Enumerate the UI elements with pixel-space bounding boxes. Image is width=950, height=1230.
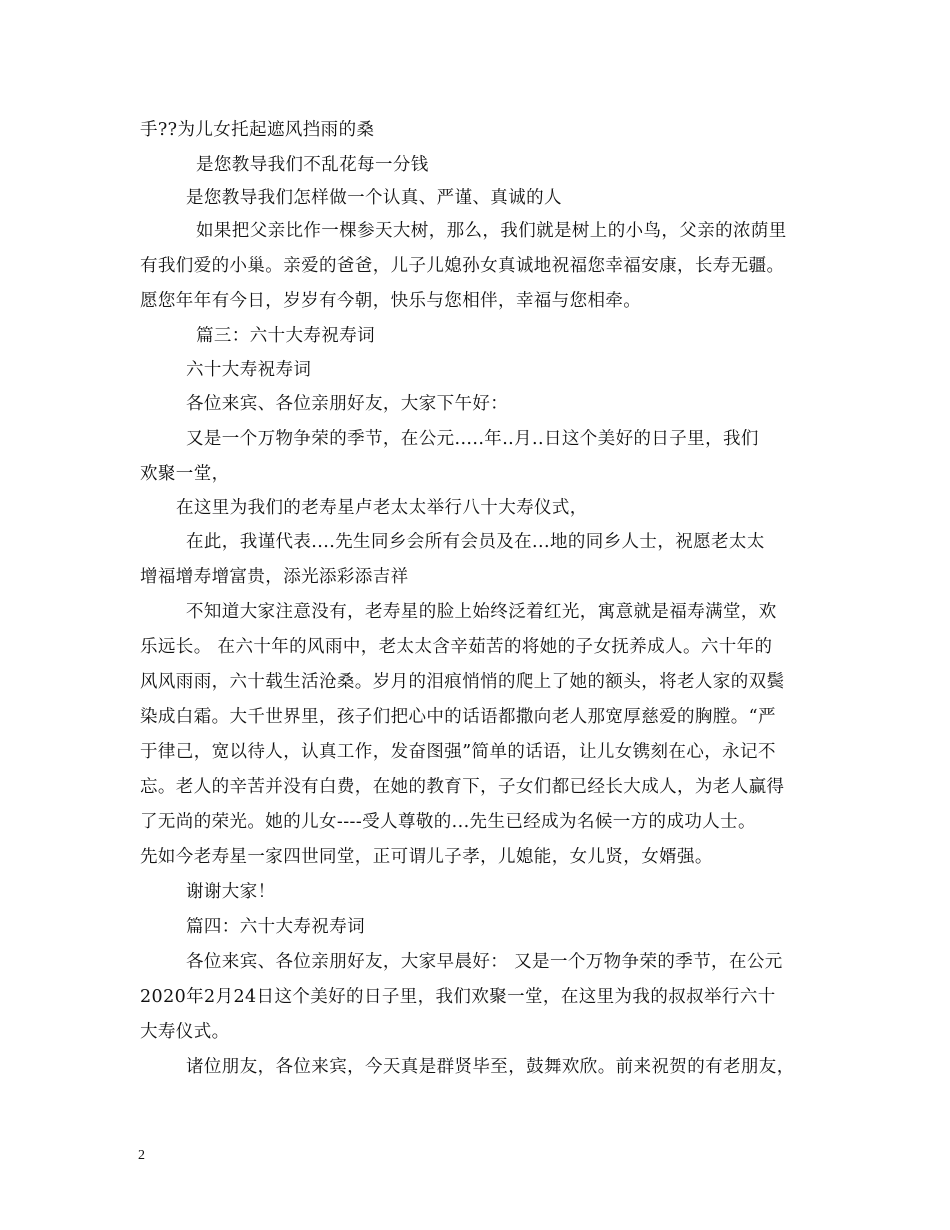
text-line: 又是一个万物争荣的季节，在公元.....年..月..日这个美好的日子里，我们 — [186, 429, 759, 449]
text-line: 乐远长。 在六十年的风雨中，老太太含辛茹苦的将她的子女抚养成人。六十年的 — [140, 637, 773, 657]
text-line: 是您教导我们怎样做一个认真、严谨、真诚的人 — [186, 188, 562, 208]
section-heading: 篇四：六十大寿祝寿词 — [186, 917, 365, 937]
text-line: 2020年2月24日这个美好的日子里，我们欢聚一堂，在这里为我的叔叔举行六十 — [140, 987, 776, 1007]
text-line: 谢谢大家！ — [186, 882, 276, 902]
text-line: 大寿仪式。 — [140, 1022, 230, 1042]
text-line: 不知道大家注意没有，老寿星的脸上始终泛着红光，寓意就是福寿满堂，欢 — [186, 602, 777, 622]
text-line: 先如今老寿星一家四世同堂，正可谓儿子孝，儿媳能，女儿贤，女婿强。 — [140, 847, 713, 867]
text-line: 在此，我谨代表....先生同乡会所有会员及在...地的同乡人士，祝愿老太太 — [186, 532, 765, 552]
text-line: 于律己，宽以待人，认真工作，发奋图强”简单的话语，让儿女镌刻在心，永记不 — [140, 742, 776, 762]
text-line: 是您教导我们不乱花每一分钱 — [196, 155, 429, 175]
text-line: 愿您年年有今日，岁岁有今朝，快乐与您相伴，幸福与您相牵。 — [140, 291, 642, 311]
text-line: 手??为儿女托起遮风挡雨的桑 — [140, 120, 375, 140]
text-line: 诸位朋友，各位来宾，今天真是群贤毕至，鼓舞欢欣。前来祝贺的有老朋友， — [186, 1057, 795, 1077]
section-title: 六十大寿祝寿词 — [186, 360, 312, 380]
text-line: 有我们爱的小巢。亲爱的爸爸，儿子儿媳孙女真诚地祝福您幸福安康，长寿无疆。 — [140, 256, 785, 276]
text-line: 欢聚一堂， — [140, 464, 230, 484]
text-line: 忘。老人的辛苦并没有白费，在她的教育下，子女们都已经长大成人，为老人赢得 — [140, 777, 785, 797]
text-line: 风风雨雨，六十载生活沧桑。岁月的泪痕悄悄的爬上了她的额头，将老人家的双鬓 — [140, 672, 785, 692]
text-line: 增福增寿增富贵，添光添彩添吉祥 — [140, 567, 409, 587]
text-line: 如果把父亲比作一棵参天大树，那么，我们就是树上的小鸟，父亲的浓荫里 — [196, 221, 787, 241]
text-line: 了无尚的荣光。她的儿女----受人尊敬的...先生已经成为名候一方的成功人士。 — [140, 812, 756, 832]
text-line: 染成白霜。大千世界里，孩子们把心中的话语都撒向老人那宽厚慈爱的胸膛。“严 — [140, 707, 776, 727]
section-heading: 篇三：六十大寿祝寿词 — [196, 326, 375, 346]
text-line: 各位来宾、各位亲朋好友，大家早晨好： 又是一个万物争荣的季节，在公元 — [186, 952, 783, 972]
text-line: 各位来宾、各位亲朋好友，大家下午好： — [186, 394, 509, 414]
page-number: 2 — [138, 1148, 145, 1163]
text-line: 在这里为我们的老寿星卢老太太举行八十大寿仪式， — [176, 498, 588, 518]
